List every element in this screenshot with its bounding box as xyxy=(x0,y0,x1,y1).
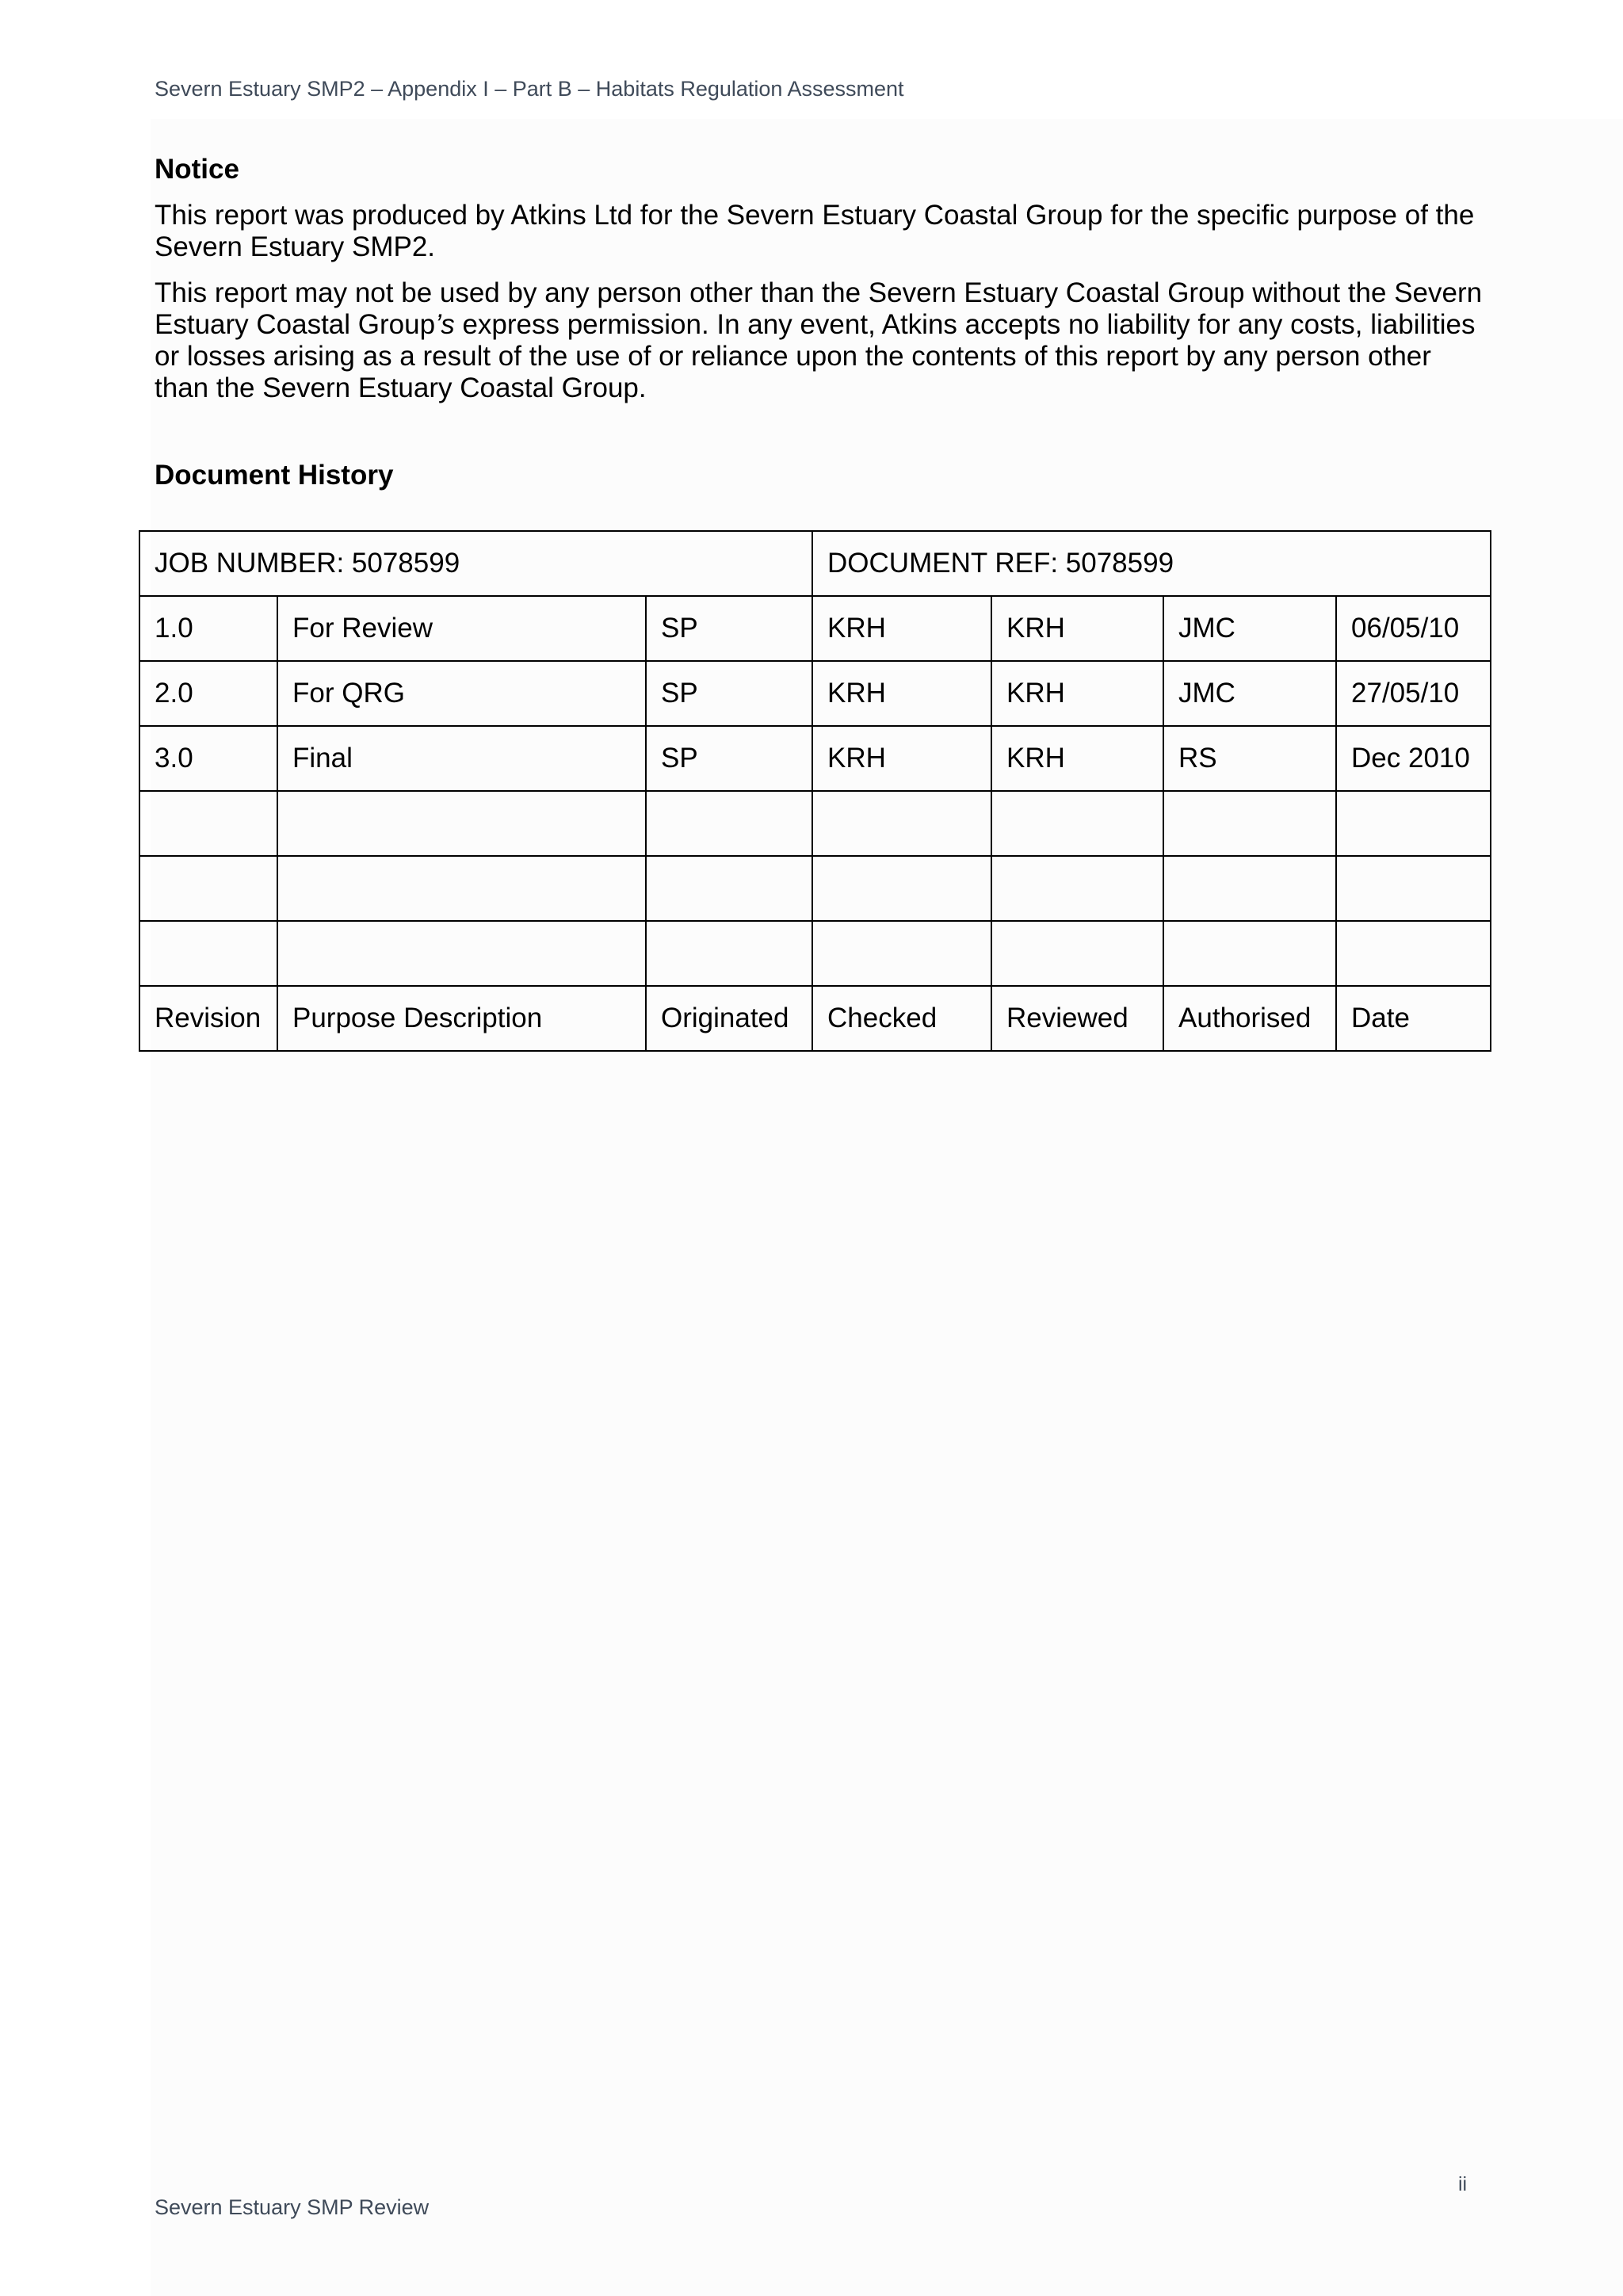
authorised-cell: JMC xyxy=(1163,661,1336,726)
date-cell: Dec 2010 xyxy=(1336,726,1491,791)
originated-cell: SP xyxy=(646,661,812,726)
date-cell xyxy=(1336,856,1491,921)
notice-paragraph-2-italic: ’s xyxy=(435,309,455,340)
date-cell xyxy=(1336,791,1491,856)
revision-cell xyxy=(139,856,277,921)
column-label-purpose: Purpose Description xyxy=(277,986,646,1051)
purpose-cell: For QRG xyxy=(277,661,646,726)
table-row-empty xyxy=(139,791,1491,856)
page-content xyxy=(155,152,1486,506)
column-label-date: Date xyxy=(1336,986,1491,1051)
purpose-cell xyxy=(277,921,646,986)
table-row xyxy=(139,596,1491,661)
checked-cell: KRH xyxy=(812,726,991,791)
purpose-cell: Final xyxy=(277,726,646,791)
originated-cell: SP xyxy=(646,726,812,791)
checked-cell xyxy=(812,791,991,856)
column-label-authorised: Authorised xyxy=(1163,986,1336,1051)
reviewed-cell xyxy=(991,791,1163,856)
authorised-cell: RS xyxy=(1163,726,1336,791)
revision-cell: 2.0 xyxy=(139,661,277,726)
checked-cell xyxy=(812,921,991,986)
checked-cell xyxy=(812,856,991,921)
revision-cell xyxy=(139,921,277,986)
authorised-cell xyxy=(1163,921,1336,986)
revision-cell: 1.0 xyxy=(139,596,277,661)
document-history-table xyxy=(139,530,1491,1052)
date-cell: 06/05/10 xyxy=(1336,596,1491,661)
checked-cell: KRH xyxy=(812,661,991,726)
purpose-cell xyxy=(277,856,646,921)
column-label-checked: Checked xyxy=(812,986,991,1051)
revision-cell xyxy=(139,791,277,856)
table-row xyxy=(139,726,1491,791)
column-label-originated: Originated xyxy=(646,986,812,1051)
table-row-empty xyxy=(139,921,1491,986)
originated-cell xyxy=(646,921,812,986)
table-row-empty xyxy=(139,856,1491,921)
notice-paragraph-2 xyxy=(155,277,1486,404)
reviewed-cell: KRH xyxy=(991,596,1163,661)
document-ref-cell: DOCUMENT REF: 5078599 xyxy=(812,531,1491,596)
notice-paragraph-2-part-b: express permission. In any event, Atkins accepts no liability for any costs, liabilities or losses arising as a result of the use of or reliance upon the contents of this report by any person other than the Severn Estuary Coastal Group. xyxy=(155,309,1476,403)
originated-cell xyxy=(646,856,812,921)
table-row xyxy=(139,661,1491,726)
date-cell xyxy=(1336,921,1491,986)
reviewed-cell: KRH xyxy=(991,726,1163,791)
purpose-cell: For Review xyxy=(277,596,646,661)
purpose-cell xyxy=(277,791,646,856)
date-cell: 27/05/10 xyxy=(1336,661,1491,726)
revision-cell: 3.0 xyxy=(139,726,277,791)
notice-paragraph-1: This report was produced by Atkins Ltd for the Severn Estuary Coastal Group for the specific purpose of the Severn Estuary SMP2. xyxy=(155,200,1475,262)
table-column-labels-row xyxy=(139,986,1491,1051)
running-footer: Severn Estuary SMP Review xyxy=(155,2195,430,2219)
job-number-cell: JOB NUMBER: 5078599 xyxy=(139,531,812,596)
column-label-revision: Revision xyxy=(139,986,277,1051)
column-label-reviewed: Reviewed xyxy=(991,986,1163,1051)
running-header: Severn Estuary SMP2 – Appendix I – Part B – Habitats Regulation Assessment xyxy=(155,77,904,101)
notice-heading: Notice xyxy=(155,154,239,185)
page-number: ii xyxy=(1458,2173,1468,2195)
authorised-cell xyxy=(1163,791,1336,856)
notice-paragraph-2-part-a: This report may not be used by any person other than the Severn Estuary Coastal Group without the Severn Estuary Coastal Group xyxy=(155,277,1483,340)
document-history-heading: Document History xyxy=(155,460,394,491)
authorised-cell: JMC xyxy=(1163,596,1336,661)
table-job-row xyxy=(139,531,1491,596)
authorised-cell xyxy=(1163,856,1336,921)
originated-cell: SP xyxy=(646,596,812,661)
originated-cell xyxy=(646,791,812,856)
reviewed-cell xyxy=(991,921,1163,986)
reviewed-cell xyxy=(991,856,1163,921)
reviewed-cell: KRH xyxy=(991,661,1163,726)
checked-cell: KRH xyxy=(812,596,991,661)
